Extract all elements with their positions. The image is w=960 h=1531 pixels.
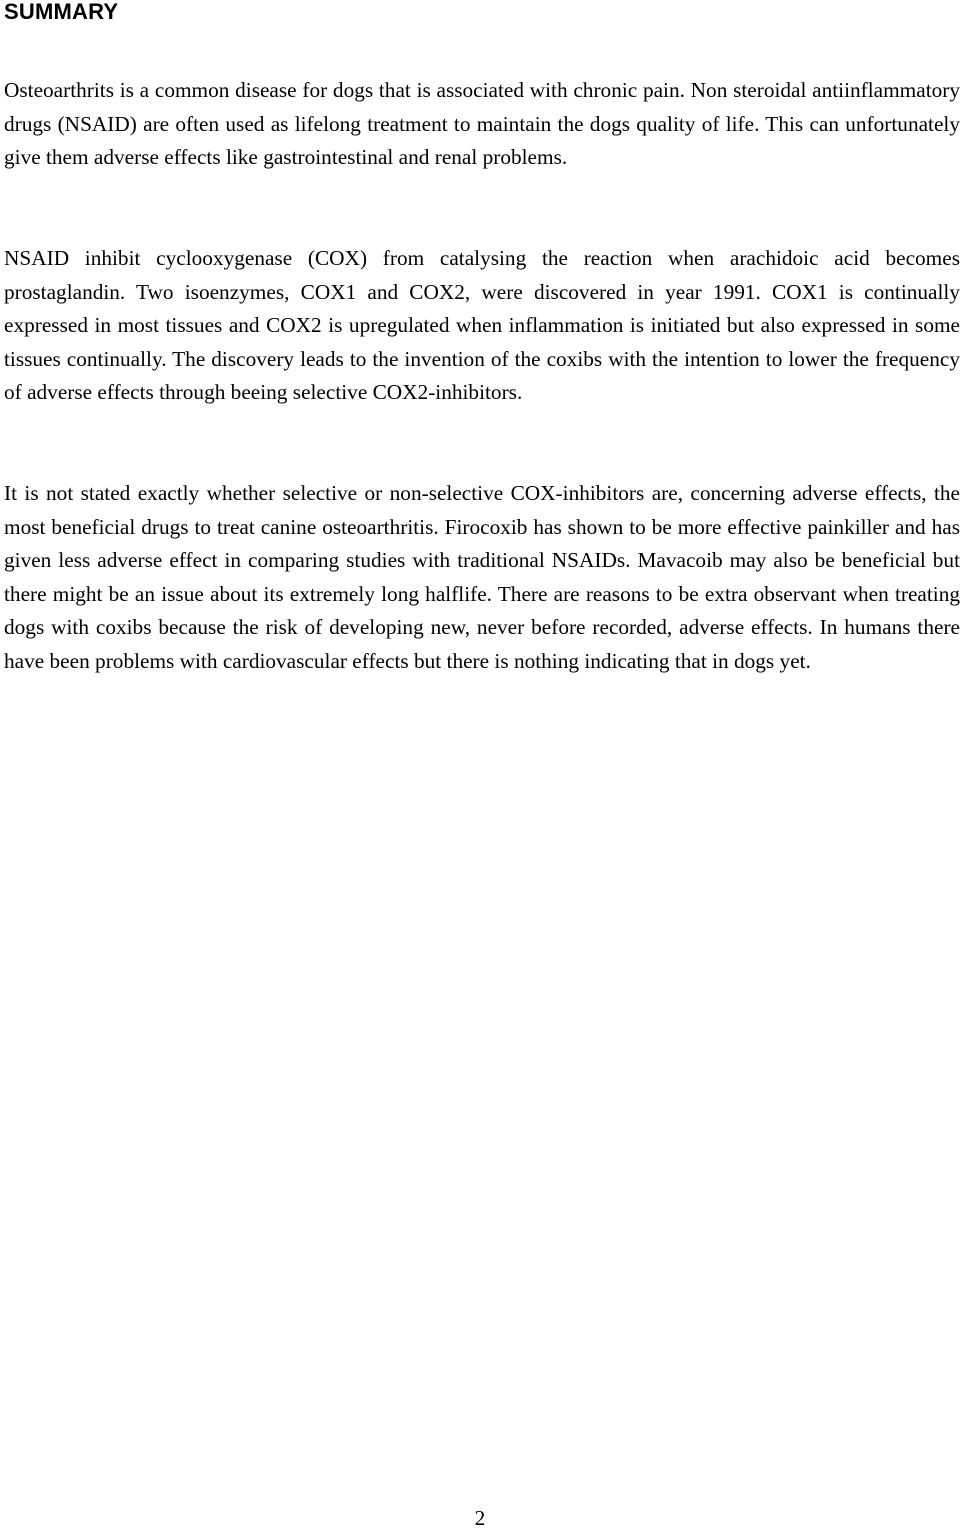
- summary-paragraph-3: It is not stated exactly whether selective or non-selective COX-inhibitors are, concerning adverse effects, the most beneficial drugs to treat canine osteoarthritis. Firocoxib has shown to be more effective painkiller and has given less adverse effect in comparing studies with traditional NSAIDs. Mavacoib may also be beneficial but there might be an issue about its extremely long halflife. There are reasons to be extra observant when treating dogs with coxibs because the risk of developing new, never before recorded, adverse effects. In humans there have been problems with cardiovascular effects but there is nothing indicating that in dogs yet.: [4, 481, 960, 673]
- summary-paragraph-2: NSAID inhibit cyclooxygenase (COX) from catalysing the reaction when arachidoic acid becomes prostaglandin. Two isoenzymes, COX1 and COX2, were discovered in year 1991. COX1 is continually expressed in most tissues and COX2 is upregulated when inflammation is initiated but also expressed in some tissues continually. The discovery leads to the invention of the coxibs with the intention to lower the frequency of adverse effects through beeing selective COX2-inhibitors.: [4, 246, 960, 405]
- summary-paragraph-1: Osteoarthrits is a common disease for dogs that is associated with chronic pain. Non steroidal antiinflammatory drugs (NSAID) are often used as lifelong treatment to maintain the dogs quality of life. This can unfortunately give them adverse effects like gastrointestinal and renal problems.: [4, 78, 960, 170]
- page-number: 2: [474, 1506, 486, 1530]
- section-heading: SUMMARY: [4, 0, 119, 24]
